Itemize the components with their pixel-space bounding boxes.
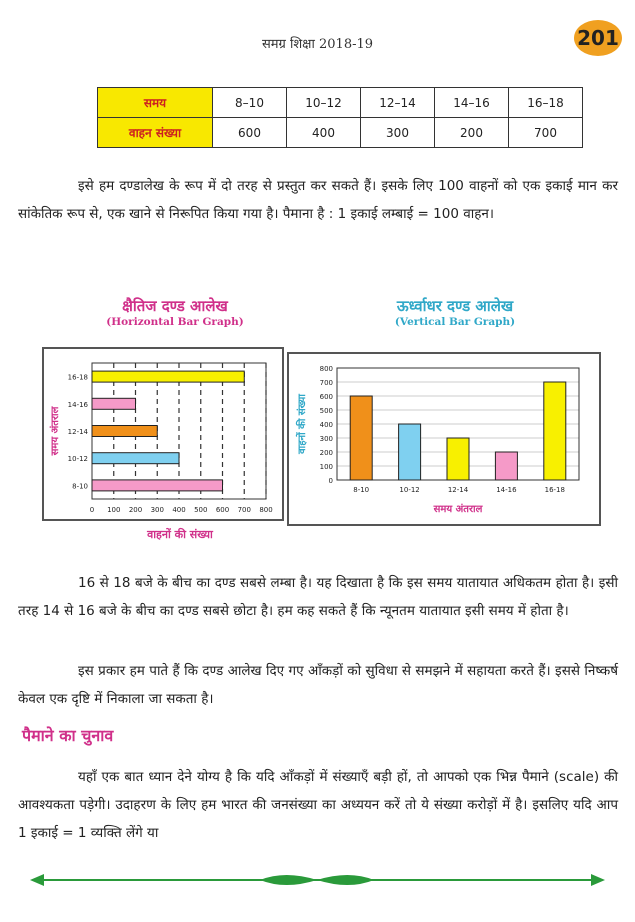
vertical-chart-heading — [350, 296, 560, 328]
vertical-chart-box — [287, 352, 601, 526]
horizontal-bar-chart — [44, 349, 282, 519]
category-label: 14-16 — [496, 486, 517, 494]
running-header: समग्र शिक्षा 2018-19 — [261, 37, 374, 52]
horizontal-chart-box — [42, 347, 284, 521]
bar — [92, 398, 136, 409]
row-label-vehicles: वाहन संख्या — [98, 118, 213, 148]
category-label: 8-10 — [72, 482, 88, 491]
x-tick-label: 300 — [150, 506, 164, 514]
x-tick-label: 500 — [194, 506, 208, 514]
bar — [399, 424, 421, 480]
horizontal-chart-xlabel: वाहनों की संख्या — [147, 528, 213, 541]
y-tick-label: 200 — [319, 449, 333, 457]
bar — [92, 371, 244, 382]
time-cell: 10–12 — [287, 88, 361, 118]
category-label: 12-14 — [447, 486, 469, 494]
x-tick-label: 700 — [237, 506, 251, 514]
data-table — [97, 87, 583, 148]
conclusion-paragraph: इस प्रकार हम पाते हैं कि दण्ड आलेख दिए गए आँकड़ों को सुविधा से समझने में सहायता करते हैं। इससे निष्कर्ष केवल एक दृष्टि में निकाला जा सकता है। — [18, 663, 618, 707]
bar — [92, 426, 157, 437]
x-tick-label: 600 — [215, 506, 230, 514]
vertical-chart-title: ऊर्ध्वाधर दण्ड आलेख — [396, 297, 514, 315]
y-tick-label: 100 — [319, 463, 333, 471]
page-number-badge: 201 — [574, 20, 622, 56]
category-label: 14-16 — [67, 400, 88, 409]
y-tick-label: 700 — [319, 379, 333, 387]
scale-paragraph: यहाँ एक बात ध्यान देने योग्य है कि यदि आँकड़ों में संख्याएँ बड़ी हों, तो आपको एक भिन्न पैमाने (scale) की आवश्यकता पड़ेगी। उदाहरण के लिए हम भारत की जनसंख्या का अध्ययन करें तो ये संख्या करोड़ों में है। इसलिए यदि आप 1 इकाई = 1 व्यक्ति लेंगे या — [18, 769, 618, 841]
count-cell: 700 — [509, 118, 583, 148]
category-label: 12-14 — [67, 428, 88, 436]
bar — [544, 382, 566, 480]
category-label: 16-18 — [544, 486, 565, 494]
count-cell: 300 — [361, 118, 435, 148]
count-cell: 200 — [435, 118, 509, 148]
horizontal-chart-heading — [70, 296, 280, 328]
y-tick-label: 600 — [319, 393, 333, 401]
y-tick-label: 800 — [319, 365, 333, 373]
observation-paragraph: 16 से 18 बजे के बीच का दण्ड सबसे लम्बा है। यह दिखाता है कि इस समय यातायात अधिकतम होता है। इसी तरह 14 से 16 बजे के बीच का दण्ड सबसे छोटा है। हम कह सकते हैं कि न्यूनतम यातायात इसी समय में होता है। — [18, 575, 618, 619]
time-cell: 12–14 — [361, 88, 435, 118]
vertical-bar-chart — [289, 354, 599, 524]
category-label: 16-18 — [67, 373, 88, 382]
bar — [495, 452, 517, 480]
y-axis-label: समय अंतराल — [50, 406, 61, 456]
y-axis-label: वाहनों की संख्या — [297, 394, 308, 454]
y-tick-label: 400 — [319, 421, 333, 429]
x-tick-label: 800 — [259, 506, 273, 514]
horizontal-chart-title: क्षैतिज दण्ड आलेख — [122, 297, 228, 315]
bar — [92, 480, 223, 491]
time-cell: 8–10 — [213, 88, 287, 118]
table-row — [98, 88, 583, 118]
bar — [350, 396, 372, 480]
x-tick-label: 0 — [89, 506, 95, 514]
time-cell: 14–16 — [435, 88, 509, 118]
category-label: 10-12 — [399, 486, 420, 494]
y-tick-label: 0 — [328, 477, 333, 485]
ornament-left-arrow — [30, 874, 44, 886]
row-label-time: समय — [98, 88, 213, 118]
horizontal-chart-subtitle: (Horizontal Bar Graph) — [106, 316, 244, 328]
ornament-center-swirl — [260, 875, 374, 885]
count-cell: 600 — [213, 118, 287, 148]
x-axis-label: समय अंतराल — [433, 504, 483, 515]
vertical-chart-subtitle: (Vertical Bar Graph) — [394, 316, 516, 328]
count-cell: 400 — [287, 118, 361, 148]
footer-ornament — [30, 868, 605, 892]
y-tick-label: 500 — [319, 407, 333, 415]
ornament-right-arrow — [591, 874, 605, 886]
category-label: 10-12 — [67, 455, 88, 464]
time-cell: 16–18 — [509, 88, 583, 118]
bar — [92, 453, 179, 464]
bar — [447, 438, 469, 480]
intro-paragraph: इसे हम दण्डालेख के रूप में दो तरह से प्रस्तुत कर सकते हैं। इसके लिए 100 वाहनों को एक इकाई मान कर सांकेतिक रूप से, एक खाने से निरूपित किया गया है। पैमाना है : 1 इकाई लम्बाई = 100 वाहन। — [18, 178, 618, 222]
y-tick-label: 300 — [319, 435, 333, 443]
table-row — [98, 118, 583, 148]
x-tick-label: 400 — [172, 506, 186, 514]
category-label: 8-10 — [353, 486, 370, 494]
x-tick-label: 200 — [128, 506, 143, 514]
x-tick-label: 100 — [107, 506, 121, 514]
section-heading: पैमाने का चुनाव — [22, 726, 114, 745]
